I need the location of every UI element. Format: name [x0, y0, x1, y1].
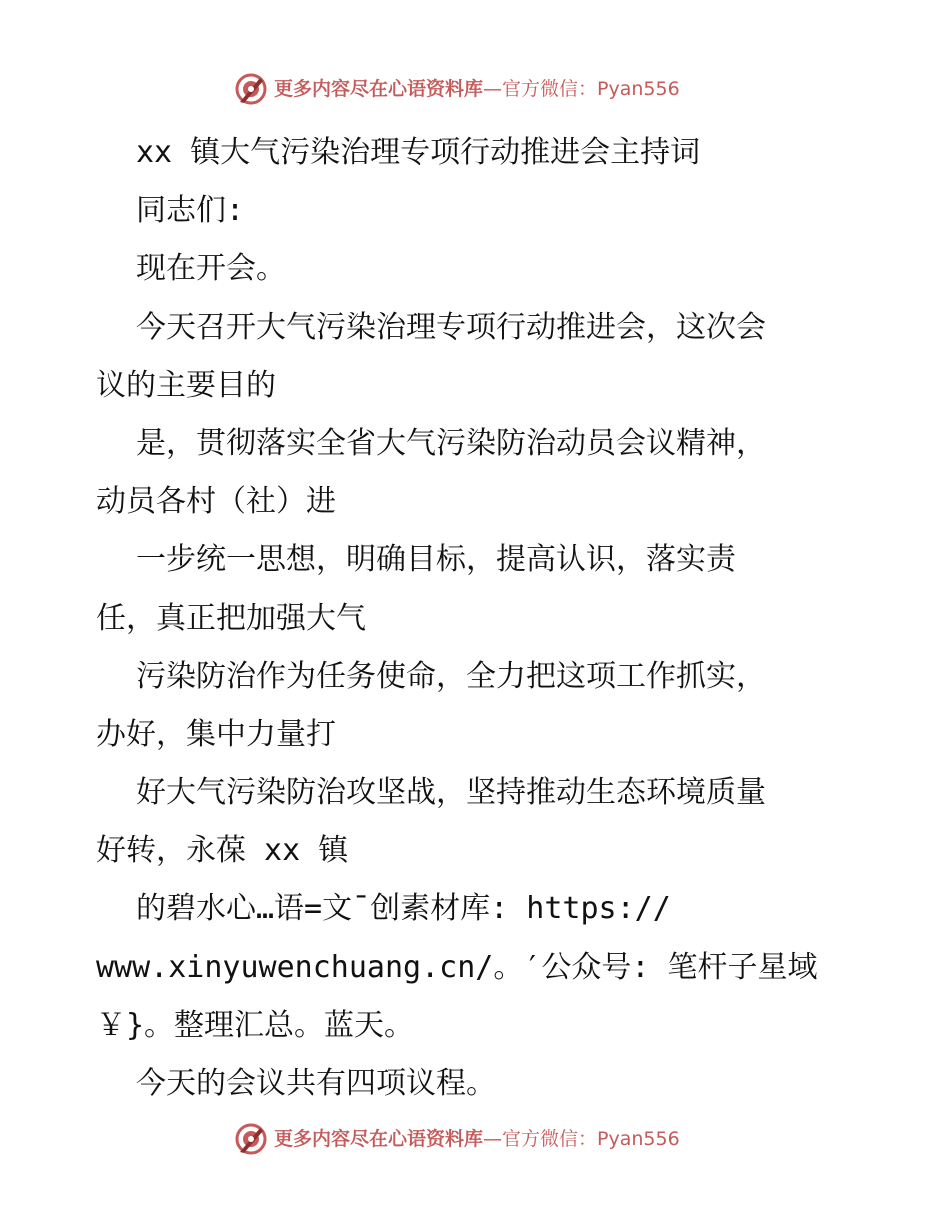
banner-separator: —官方微信： [483, 78, 598, 100]
banner-wechat-id: Pyan556 [597, 1128, 680, 1150]
banner-title: 更多内容尽在心语资料库 [274, 78, 484, 100]
doc-title: xx 镇大气污染治理专项行动推进会主持词 [136, 135, 701, 170]
doc-paragraph-line: 动员各村（社）进 [96, 484, 336, 520]
doc-paragraph-line: 是，贯彻落实全省大气污染防治动员会议精神， [136, 425, 766, 461]
quill-seal-icon [234, 1122, 268, 1156]
doc-paragraph-line: 污染防治作为任务使命，全力把这项工作抓实， [136, 658, 766, 694]
banner-wechat-id: Pyan556 [597, 78, 680, 100]
doc-paragraph-line: 议的主要目的 [96, 367, 276, 403]
doc-paragraph-line: 今天召开大气污染治理专项行动推进会，这次会 [136, 309, 766, 345]
doc-paragraph-line: 好大气污染防治攻坚战，坚持推动生态环境质量 [136, 775, 766, 811]
banner-text [274, 1126, 680, 1152]
banner-title: 更多内容尽在心语资料库 [274, 1128, 484, 1150]
doc-paragraph-line: www.xinyuwenchuang.cn/。′公众号: 笔杆子星域 [96, 949, 818, 985]
banner-text [274, 76, 680, 102]
quill-seal-icon [234, 72, 268, 106]
doc-paragraph-line: 办好，集中力量打 [96, 716, 336, 752]
doc-paragraph-line: 好转，永葆 xx 镇 [96, 833, 349, 869]
banner-separator: —官方微信： [483, 1128, 598, 1150]
doc-paragraph-line: 今天的会议共有四项议程。 [136, 1066, 496, 1101]
footer-banner [0, 1120, 950, 1160]
doc-paragraph-line: 现在开会。 [136, 251, 286, 287]
doc-paragraph-line: 一步统一思想，明确目标，提高认识，落实责 [136, 542, 736, 578]
doc-salutation: 同志们: [136, 193, 245, 229]
header-banner [0, 70, 950, 110]
doc-paragraph-line: 的碧水心…语=文¯创素材库: https:// [136, 891, 671, 927]
document-body [96, 124, 866, 1113]
doc-paragraph-line: 任，真正把加强大气 [96, 600, 366, 636]
doc-paragraph-line: ￥}。整理汇总。蓝天。 [96, 1007, 415, 1043]
